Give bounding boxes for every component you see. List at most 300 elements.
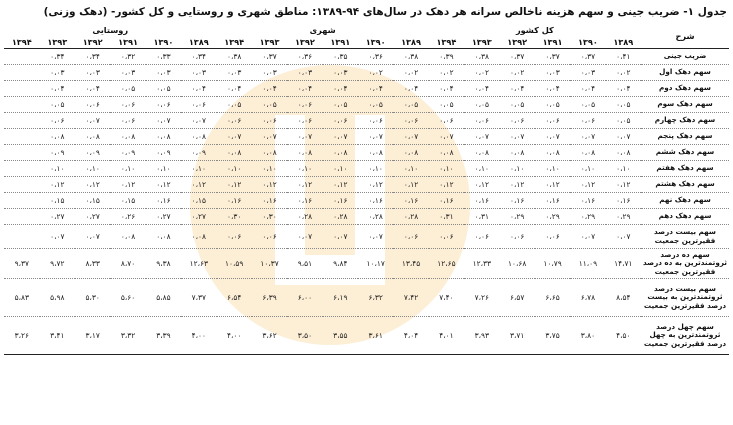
- cell-value: ۰،۰۶: [217, 113, 252, 129]
- cell-value: ۰،۰۷: [358, 225, 393, 249]
- cell-value: [4, 129, 40, 145]
- cell-value: ۰،۱۲: [110, 177, 145, 193]
- year-header: ۱۳۸۹: [393, 36, 428, 49]
- cell-value: ۶،۳۲: [358, 279, 393, 317]
- cell-value: ۶،۷۸: [570, 279, 605, 317]
- cell-value: ۳،۸۰: [570, 317, 605, 355]
- group-rural: روستایی: [92, 25, 129, 35]
- cell-value: ۳،۹۳: [464, 317, 499, 355]
- cell-value: [4, 161, 40, 177]
- cell-value: ۰،۳۱: [464, 209, 499, 225]
- year-header: ۱۳۸۹: [181, 36, 216, 49]
- cell-value: ۰،۰۶: [393, 113, 428, 129]
- cell-value: ۰،۰۸: [393, 145, 428, 161]
- group-urban: شهری: [309, 25, 336, 35]
- row-label: سهم بیست درصد فقیرترین جمعیت: [641, 225, 729, 249]
- cell-value: ۰،۰۶: [252, 225, 287, 249]
- cell-value: ۰،۰۳: [252, 65, 287, 81]
- cell-value: ۰،۱۰: [570, 161, 605, 177]
- cell-value: ۰،۱۰: [323, 161, 358, 177]
- cell-value: ۰،۳۵: [323, 49, 358, 65]
- cell-value: ۰،۳۱: [429, 209, 464, 225]
- year-header: ۱۳۹۳: [464, 36, 499, 49]
- cell-value: ۱۰،۱۷: [358, 249, 393, 279]
- cell-value: ۰،۰۶: [110, 113, 145, 129]
- cell-value: ۰،۰۳: [181, 65, 216, 81]
- cell-value: ۷،۴۲: [393, 279, 428, 317]
- cell-value: ۰،۰۵: [570, 97, 605, 113]
- cell-value: ۰،۰۷: [464, 129, 499, 145]
- cell-value: ۰،۱۲: [40, 177, 75, 193]
- table-row: [4, 193, 729, 209]
- cell-value: ۱۰،۶۸: [500, 249, 535, 279]
- table-row: [4, 249, 729, 279]
- cell-value: ۰،۰۲: [464, 65, 499, 81]
- cell-value: ۳،۶۲: [252, 317, 287, 355]
- cell-value: ۰،۰۷: [217, 129, 252, 145]
- cell-value: ۳،۵۰: [287, 317, 322, 355]
- table-row: [4, 161, 729, 177]
- year-header: ۱۳۹۳: [40, 36, 75, 49]
- cell-value: ۰،۱۰: [181, 161, 216, 177]
- cell-value: ۰،۰۶: [464, 113, 499, 129]
- cell-value: ۰،۰۸: [358, 145, 393, 161]
- cell-value: ۰،۱۰: [535, 161, 570, 177]
- row-header: شرح: [641, 24, 729, 49]
- cell-value: ۰،۱۰: [500, 161, 535, 177]
- cell-value: ۰،۰۶: [500, 113, 535, 129]
- cell-value: ۰،۰۴: [287, 81, 322, 97]
- cell-value: ۳،۴۱: [40, 317, 75, 355]
- cell-value: ۰،۰۳: [535, 65, 570, 81]
- table-row: [4, 145, 729, 161]
- cell-value: ۴،۵۰: [606, 317, 641, 355]
- cell-value: ۰،۲۸: [393, 209, 428, 225]
- cell-value: ۰،۲۸: [358, 209, 393, 225]
- cell-value: [4, 225, 40, 249]
- cell-value: ۰،۰۴: [217, 81, 252, 97]
- cell-value: ۰،۳۶: [287, 49, 322, 65]
- year-header: ۱۳۹۱: [535, 36, 570, 49]
- cell-value: ۰،۰۶: [429, 225, 464, 249]
- cell-value: ۰،۰۶: [500, 225, 535, 249]
- cell-value: ۰،۰۸: [110, 129, 145, 145]
- cell-value: ۰،۰۶: [570, 113, 605, 129]
- year-header: ۱۳۹۰: [570, 36, 605, 49]
- cell-value: ۰،۰۸: [110, 225, 145, 249]
- cell-value: ۰،۱۲: [323, 177, 358, 193]
- cell-value: ۰،۰۷: [323, 129, 358, 145]
- cell-value: ۵،۸۵: [146, 279, 181, 317]
- cell-value: [4, 113, 40, 129]
- table-row: [4, 177, 729, 193]
- cell-value: ۰،۰۷: [252, 129, 287, 145]
- row-label: سهم دهک اول: [641, 65, 729, 81]
- cell-value: ۰،۱۰: [146, 161, 181, 177]
- cell-value: ۳،۱۷: [75, 317, 110, 355]
- cell-value: ۰،۰۳: [146, 65, 181, 81]
- row-label: سهم دهک هفتم: [641, 161, 729, 177]
- cell-value: ۰،۰۸: [287, 145, 322, 161]
- cell-value: ۴،۰۰: [217, 317, 252, 355]
- cell-value: ۰،۰۵: [535, 97, 570, 113]
- cell-value: ۰،۳۰: [252, 209, 287, 225]
- cell-value: ۵،۶۰: [110, 279, 145, 317]
- cell-value: ۰،۰۷: [393, 129, 428, 145]
- cell-value: ۰،۰۶: [393, 225, 428, 249]
- cell-value: ۰،۳۸: [393, 49, 428, 65]
- cell-value: ۰،۱۲: [464, 177, 499, 193]
- cell-value: ۰،۰۸: [429, 145, 464, 161]
- cell-value: ۵،۸۳: [4, 279, 40, 317]
- cell-value: ۰،۳۷: [500, 49, 535, 65]
- cell-value: ۰،۰۵: [606, 113, 641, 129]
- cell-value: ۰،۳۰: [217, 209, 252, 225]
- cell-value: ۰،۱۰: [358, 161, 393, 177]
- cell-value: ۰،۱۲: [358, 177, 393, 193]
- cell-value: ۰،۰۸: [570, 145, 605, 161]
- cell-value: ۰،۰۸: [181, 225, 216, 249]
- cell-value: ۳،۵۵: [323, 317, 358, 355]
- cell-value: ۰،۰۷: [570, 129, 605, 145]
- cell-value: ۰،۰۹: [40, 145, 75, 161]
- year-header: ۱۳۹۱: [323, 36, 358, 49]
- cell-value: ۰،۰۷: [358, 129, 393, 145]
- cell-value: ۰،۳۸: [464, 49, 499, 65]
- row-label: سهم دهک پنجم: [641, 129, 729, 145]
- cell-value: ۰،۲۹: [570, 209, 605, 225]
- cell-value: ۰،۲۸: [323, 209, 358, 225]
- cell-value: ۰،۰۵: [146, 81, 181, 97]
- row-label: سهم دهک چهارم: [641, 113, 729, 129]
- year-header: ۱۳۹۲: [75, 36, 110, 49]
- cell-value: ۹،۵۱: [287, 249, 322, 279]
- cell-value: ۰،۰۴: [429, 81, 464, 97]
- cell-value: ۹،۳۷: [4, 249, 40, 279]
- cell-value: ۰،۳۷: [535, 49, 570, 65]
- cell-value: ۰،۰۸: [606, 145, 641, 161]
- cell-value: ۰،۱۶: [217, 193, 252, 209]
- cell-value: ۰،۰۵: [606, 97, 641, 113]
- cell-value: ۰،۲۹: [500, 209, 535, 225]
- cell-value: ۰،۰۷: [287, 225, 322, 249]
- cell-value: ۱۲،۶۳: [181, 249, 216, 279]
- cell-value: ۱۴،۷۱: [606, 249, 641, 279]
- cell-value: ۰،۱۰: [464, 161, 499, 177]
- cell-value: ۰،۳۸: [217, 49, 252, 65]
- cell-value: ۰،۰۳: [40, 65, 75, 81]
- cell-value: ۰،۰۵: [252, 97, 287, 113]
- cell-value: ۰،۱۰: [606, 161, 641, 177]
- cell-value: ۰،۳۷: [570, 49, 605, 65]
- cell-value: ۰،۱۶: [146, 193, 181, 209]
- cell-value: ۰،۱۶: [570, 193, 605, 209]
- cell-value: ۰،۰۷: [40, 225, 75, 249]
- cell-value: ۰،۱۵: [40, 193, 75, 209]
- row-label: سهم دهک دهم: [641, 209, 729, 225]
- cell-value: ۰،۰۵: [500, 97, 535, 113]
- table-row: [4, 225, 729, 249]
- cell-value: ۰،۳۷: [252, 49, 287, 65]
- table-row: [4, 279, 729, 317]
- cell-value: ۶،۵۴: [217, 279, 252, 317]
- cell-value: ۰،۰۵: [464, 97, 499, 113]
- cell-value: ۰،۰۶: [181, 97, 216, 113]
- cell-value: ۰،۰۳: [110, 65, 145, 81]
- cell-value: ۰،۱۲: [393, 177, 428, 193]
- table-row: [4, 113, 729, 129]
- cell-value: ۵،۳۰: [75, 279, 110, 317]
- cell-value: ۹،۷۲: [40, 249, 75, 279]
- cell-value: ۰،۰۷: [429, 129, 464, 145]
- year-header: ۱۳۹۳: [252, 36, 287, 49]
- cell-value: ۰،۰۷: [181, 113, 216, 129]
- cell-value: ۳،۷۵: [535, 317, 570, 355]
- cell-value: ۰،۱۰: [40, 161, 75, 177]
- row-label: ضریب جینی: [641, 49, 729, 65]
- cell-value: ۰،۰۵: [429, 97, 464, 113]
- year-header: ۱۳۹۱: [110, 36, 145, 49]
- cell-value: ۴،۰۰: [181, 317, 216, 355]
- cell-value: ۰،۰۶: [535, 113, 570, 129]
- cell-value: ۰،۰۷: [606, 225, 641, 249]
- cell-value: ۰،۱۰: [287, 161, 322, 177]
- cell-value: ۰،۱۰: [217, 161, 252, 177]
- cell-value: ۰،۳۴: [40, 49, 75, 65]
- group-total: کل کشور: [515, 25, 554, 35]
- cell-value: ۰،۰۵: [323, 97, 358, 113]
- cell-value: ۰،۰۶: [358, 113, 393, 129]
- year-header: ۱۳۹۴: [217, 36, 252, 49]
- cell-value: ۰،۱۰: [252, 161, 287, 177]
- table-row: [4, 209, 729, 225]
- cell-value: ۰،۰۴: [252, 81, 287, 97]
- gini-table: [4, 24, 729, 355]
- cell-value: ۰،۰۹: [146, 145, 181, 161]
- cell-value: ۸،۷۰: [110, 249, 145, 279]
- cell-value: ۶،۵۷: [500, 279, 535, 317]
- cell-value: ۰،۱۲: [500, 177, 535, 193]
- cell-value: ۰،۰۶: [40, 113, 75, 129]
- cell-value: ۰،۱۶: [535, 193, 570, 209]
- cell-value: ۰،۴۱: [606, 49, 641, 65]
- cell-value: ۰،۲۷: [181, 209, 216, 225]
- cell-value: ۰،۳۶: [358, 49, 393, 65]
- cell-value: ۹،۸۴: [323, 249, 358, 279]
- cell-value: ۰،۰۹: [75, 145, 110, 161]
- cell-value: ۰،۰۵: [393, 97, 428, 113]
- cell-value: ۰،۱۲: [181, 177, 216, 193]
- cell-value: ۰،۰۴: [606, 81, 641, 97]
- cell-value: ۰،۱۲: [146, 177, 181, 193]
- cell-value: ۰،۰۸: [464, 145, 499, 161]
- cell-value: ۱۳،۴۵: [393, 249, 428, 279]
- cell-value: ۷،۴۰: [429, 279, 464, 317]
- cell-value: ۶،۶۵: [535, 279, 570, 317]
- cell-value: ۰،۱۵: [110, 193, 145, 209]
- cell-value: ۰،۰۷: [570, 225, 605, 249]
- cell-value: ۱۰،۵۹: [217, 249, 252, 279]
- year-header: ۱۳۹۰: [146, 36, 181, 49]
- cell-value: ۰،۰۹: [110, 145, 145, 161]
- cell-value: ۰،۰۸: [146, 225, 181, 249]
- cell-value: ۰،۰۹: [181, 145, 216, 161]
- cell-value: ۳،۲۶: [4, 317, 40, 355]
- cell-value: ۰،۰۸: [217, 145, 252, 161]
- row-label: سهم دهک هشتم: [641, 177, 729, 193]
- row-label: سهم ده درصد ثروتمندترین به ده درصد فقیرترین جمعیت: [641, 249, 729, 279]
- cell-value: ۰،۱۵: [75, 193, 110, 209]
- cell-value: ۰،۰۳: [75, 65, 110, 81]
- cell-value: ۰،۰۲: [358, 65, 393, 81]
- cell-value: ۰،۲۹: [535, 209, 570, 225]
- cell-value: ۰،۰۸: [75, 129, 110, 145]
- cell-value: ۰،۰۸: [500, 145, 535, 161]
- cell-value: ۳،۳۲: [110, 317, 145, 355]
- cell-value: ۰،۱۶: [500, 193, 535, 209]
- cell-value: ۰،۰۷: [75, 225, 110, 249]
- row-label: سهم دهک ششم: [641, 145, 729, 161]
- cell-value: ۰،۱۶: [464, 193, 499, 209]
- year-header: ۱۳۹۲: [500, 36, 535, 49]
- cell-value: ۰،۱۰: [429, 161, 464, 177]
- cell-value: ۰،۰۶: [429, 113, 464, 129]
- table-row: [4, 81, 729, 97]
- table-row: [4, 97, 729, 113]
- cell-value: ۰،۰۴: [570, 81, 605, 97]
- cell-value: ۰،۱۲: [429, 177, 464, 193]
- cell-value: ۰،۰۵: [40, 97, 75, 113]
- cell-value: ۰،۲۸: [287, 209, 322, 225]
- table-row: [4, 317, 729, 355]
- cell-value: ۰،۰۸: [535, 145, 570, 161]
- cell-value: ۰،۰۷: [500, 129, 535, 145]
- cell-value: ۰،۰۸: [181, 129, 216, 145]
- cell-value: ۰،۱۶: [606, 193, 641, 209]
- cell-value: ۰،۱۶: [252, 193, 287, 209]
- row-label: سهم چهل درصد ثروتمندترین به چهل درصد فقیرترین جمعیت: [641, 317, 729, 355]
- cell-value: ۰،۰۴: [181, 81, 216, 97]
- year-header: ۱۳۹۰: [358, 36, 393, 49]
- cell-value: ۰،۰۸: [146, 129, 181, 145]
- cell-value: ۰،۱۶: [429, 193, 464, 209]
- cell-value: ۰،۲۷: [40, 209, 75, 225]
- cell-value: ۰،۰۴: [40, 81, 75, 97]
- cell-value: ۰،۰۳: [570, 65, 605, 81]
- cell-value: [4, 65, 40, 81]
- cell-value: ۰،۱۲: [217, 177, 252, 193]
- year-header: ۱۳۸۹: [606, 36, 641, 49]
- table-row: [4, 129, 729, 145]
- cell-value: ۰،۰۸: [252, 145, 287, 161]
- cell-value: ۷،۳۷: [181, 279, 216, 317]
- cell-value: ۰،۰۲: [429, 65, 464, 81]
- cell-value: ۰،۰۶: [146, 97, 181, 113]
- cell-value: ۰،۱۲: [287, 177, 322, 193]
- cell-value: ۰،۱۰: [110, 161, 145, 177]
- cell-value: ۴،۰۱: [429, 317, 464, 355]
- cell-value: [4, 81, 40, 97]
- cell-value: [4, 97, 40, 113]
- cell-value: ۰،۳۲: [110, 49, 145, 65]
- cell-value: ۰،۰۸: [323, 145, 358, 161]
- year-header: ۱۳۹۴: [429, 36, 464, 49]
- cell-value: ۰،۱۶: [393, 193, 428, 209]
- cell-value: [4, 209, 40, 225]
- cell-value: ۰،۰۴: [75, 81, 110, 97]
- row-label: سهم دهک دوم: [641, 81, 729, 97]
- cell-value: ۰،۰۴: [393, 81, 428, 97]
- cell-value: ۰،۰۶: [75, 97, 110, 113]
- cell-value: ۰،۳۴: [75, 49, 110, 65]
- cell-value: ۴،۰۴: [393, 317, 428, 355]
- cell-value: ۰،۳۳: [146, 49, 181, 65]
- cell-value: ۰،۰۵: [217, 97, 252, 113]
- cell-value: ۰،۱۶: [323, 193, 358, 209]
- cell-value: ۰،۰۲: [606, 65, 641, 81]
- cell-value: ۰،۰۴: [358, 81, 393, 97]
- cell-value: ۰،۰۵: [358, 97, 393, 113]
- cell-value: ۰،۰۳: [287, 65, 322, 81]
- cell-value: ۰،۳۹: [429, 49, 464, 65]
- cell-value: ۰،۰۴: [323, 81, 358, 97]
- cell-value: ۰،۰۷: [287, 129, 322, 145]
- cell-value: ۰،۱۲: [252, 177, 287, 193]
- cell-value: [4, 193, 40, 209]
- row-label: سهم دهک سوم: [641, 97, 729, 113]
- cell-value: ۱۲،۳۳: [464, 249, 499, 279]
- cell-value: ۰،۰۶: [464, 225, 499, 249]
- cell-value: ۳،۶۱: [358, 317, 393, 355]
- cell-value: ۱۰،۳۷: [252, 249, 287, 279]
- cell-value: ۰،۰۶: [110, 97, 145, 113]
- cell-value: ۹،۳۸: [146, 249, 181, 279]
- cell-value: [4, 177, 40, 193]
- cell-value: ۰،۲۶: [110, 209, 145, 225]
- cell-value: ۰،۰۷: [146, 113, 181, 129]
- cell-value: ۳،۳۹: [146, 317, 181, 355]
- cell-value: [4, 49, 40, 65]
- cell-value: ۵،۹۸: [40, 279, 75, 317]
- cell-value: ۰،۰۲: [500, 65, 535, 81]
- cell-value: ۰،۰۴: [535, 81, 570, 97]
- cell-value: ۶،۰۰: [287, 279, 322, 317]
- cell-value: ۰،۳۴: [181, 49, 216, 65]
- row-label: سهم بیست درصد ثروتمندترین به بیست درصد فقیرترین جمعیت: [641, 279, 729, 317]
- cell-value: ۳،۷۱: [500, 317, 535, 355]
- cell-value: ۶،۱۹: [323, 279, 358, 317]
- table-row: [4, 49, 729, 65]
- cell-value: ۰،۱۰: [393, 161, 428, 177]
- year-header: ۱۳۹۴: [4, 36, 40, 49]
- cell-value: ۰،۱۲: [75, 177, 110, 193]
- cell-value: ۶،۳۹: [252, 279, 287, 317]
- cell-value: ۰،۲۹: [606, 209, 641, 225]
- cell-value: ۰،۰۶: [323, 113, 358, 129]
- table-title: جدول ۱- ضریب جینی و سهم هزینه ناخالص سرانه هر دهک در سال‌های ۹۴-۱۳۸۹: مناطق شهری و روستایی و کل کشور- (دهک وزنی): [43, 6, 727, 18]
- cell-value: ۰،۲۷: [146, 209, 181, 225]
- row-label: سهم دهک نهم: [641, 193, 729, 209]
- cell-value: ۰،۱۵: [181, 193, 216, 209]
- cell-value: ۰،۰۶: [535, 225, 570, 249]
- cell-value: ۰،۰۷: [535, 129, 570, 145]
- cell-value: ۰،۰۳: [323, 65, 358, 81]
- cell-value: ۰،۱۲: [570, 177, 605, 193]
- cell-value: ۰،۱۶: [358, 193, 393, 209]
- cell-value: ۰،۱۶: [287, 193, 322, 209]
- table-row: [4, 65, 729, 81]
- cell-value: ۰،۰۷: [323, 225, 358, 249]
